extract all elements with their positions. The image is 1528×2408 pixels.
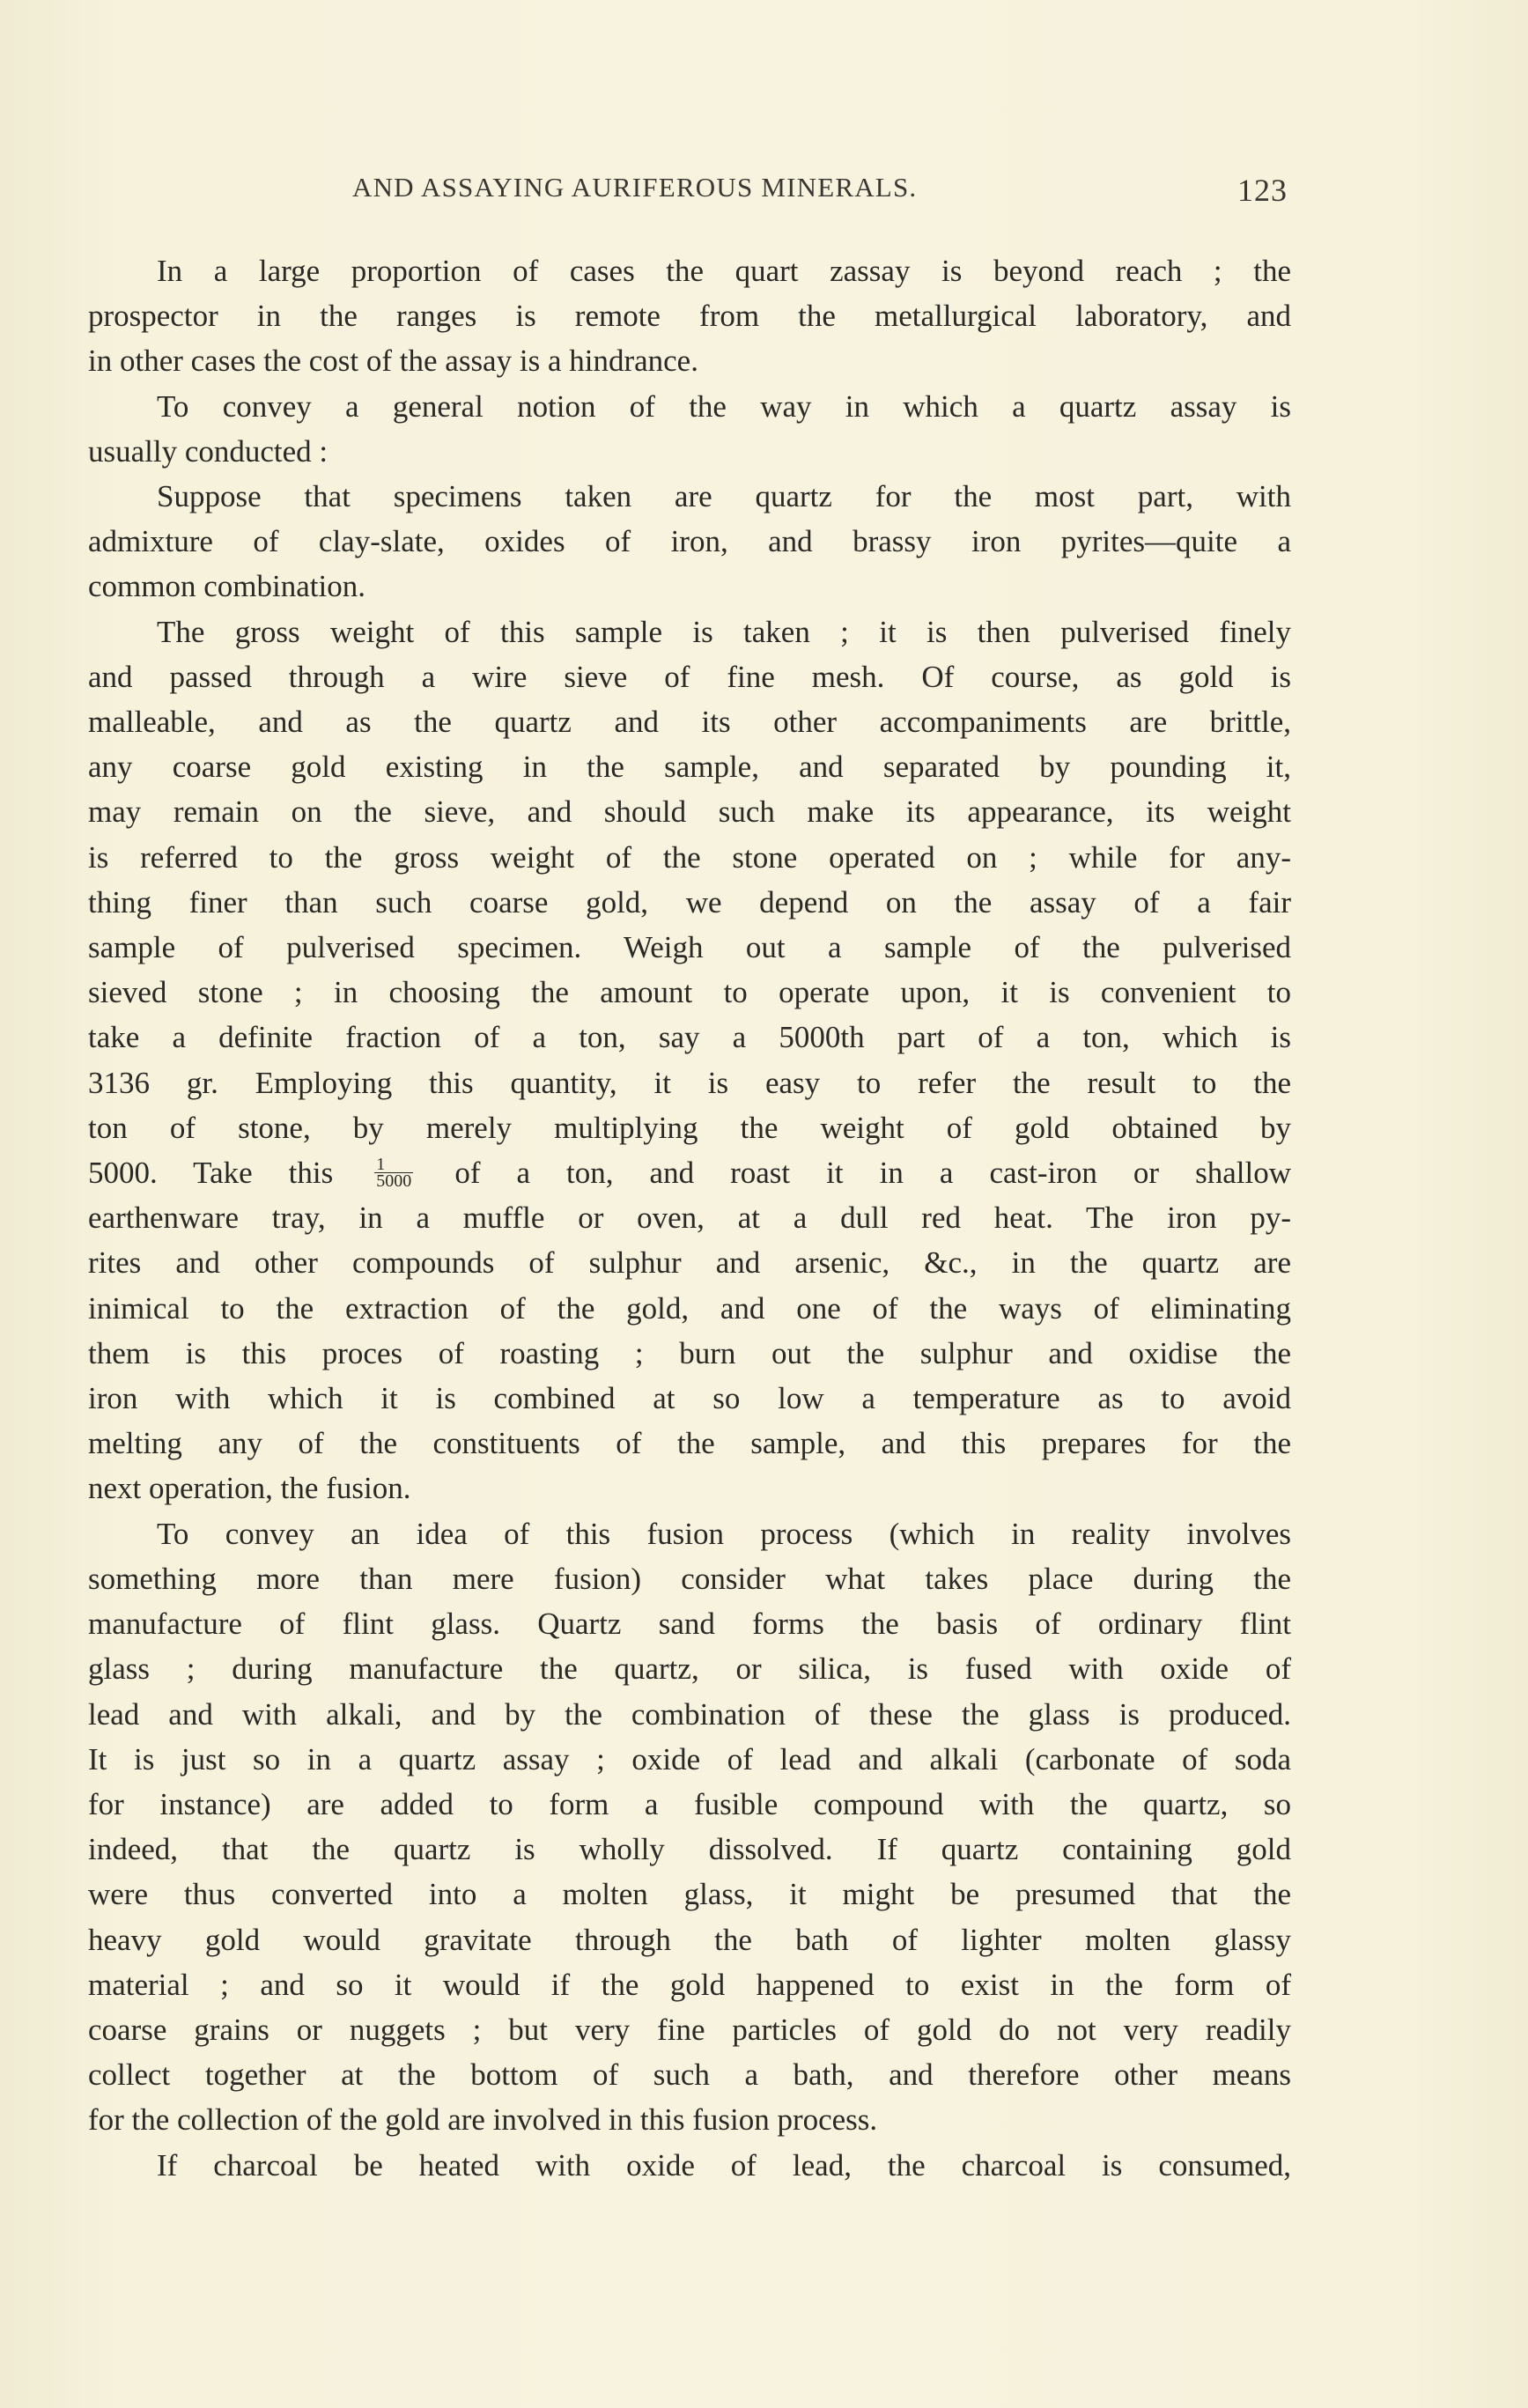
text-line: rites and other compounds of sulphur and arsenic, &c., in the quartz are	[88, 1245, 1291, 1281]
text-line: for the collection of the gold are involved in this fusion process.	[88, 2102, 878, 2138]
fraction-denominator: 5000	[376, 1171, 412, 1191]
text-line: admixture of clay-slate, oxides of iron, and brassy iron pyrites—quite a	[88, 524, 1291, 559]
running-head	[88, 172, 1291, 211]
page-number: 123	[1237, 173, 1288, 208]
paragraph-4	[88, 609, 1291, 1511]
text-line: To convey a general notion of the way in which a quartz assay is	[157, 388, 1291, 424]
text-line: manufacture of flint glass. Quartz sand forms the basis of ordinary flint	[88, 1607, 1291, 1642]
text-line: collect together at the bottom of such a bath, and therefore other means	[88, 2057, 1291, 2093]
text-line: Suppose that specimens taken are quartz for the most part, with	[157, 479, 1291, 514]
text-line: earthenware tray, in a muffle or oven, at a dull red heat. The iron py-	[88, 1200, 1291, 1236]
paragraph-1	[88, 248, 1291, 384]
text-line: The gross weight of this sample is taken ; it is then pulverised finely	[157, 614, 1291, 649]
text-line: prospector in the ranges is remote from the metallurgical laboratory, and	[88, 299, 1291, 334]
fraction-line-before: 5000. Take this	[88, 1156, 334, 1191]
paragraph-6	[88, 2143, 1291, 2188]
text-line: were thus converted into a molten glass, it might be presumed that the	[88, 1877, 1291, 1912]
text-line: If charcoal be heated with oxide of lead, the charcoal is consumed,	[157, 2147, 1291, 2183]
text-line: and passed through a wire sieve of fine mesh. Of course, as gold is	[88, 659, 1291, 694]
text-line: To convey an idea of this fusion process (which in reality involves	[157, 1516, 1291, 1551]
text-line: next operation, the fusion.	[88, 1471, 411, 1506]
text-line: malleable, and as the quartz and its other accompaniments are brittle,	[88, 705, 1291, 740]
text-line: inimical to the extraction of the gold, and one of the ways of eliminating	[88, 1290, 1291, 1326]
text-line: coarse grains or nuggets ; but very fine particles of gold do not very readily	[88, 2012, 1291, 2047]
text-line: ton of stone, by merely multiplying the weight of gold obtained by	[88, 1110, 1291, 1145]
text-line: them is this proces of roasting ; burn out the sulphur and oxidise the	[88, 1335, 1291, 1370]
paragraph-5	[88, 1511, 1291, 2143]
body-text	[88, 248, 1291, 2188]
text-line: indeed, that the quartz is wholly dissolved. If quartz containing gold	[88, 1832, 1291, 1867]
text-line: heavy gold would gravitate through the bath of lighter molten glassy	[88, 1922, 1291, 1957]
text-line: lead and with alkali, and by the combination of these the glass is produced.	[88, 1696, 1291, 1732]
fraction-line-after: of a ton, and roast it in a cast-iron or shallow	[454, 1156, 1291, 1191]
paragraph-3	[88, 474, 1291, 609]
text-line: sieved stone ; in choosing the amount to operate upon, it is convenient to	[88, 975, 1291, 1010]
text-line: iron with which it is combined at so low a temperature as to avoid	[88, 1381, 1291, 1416]
text-line: material ; and so it would if the gold happened to exist in the form of	[88, 1967, 1291, 2002]
text-line: is referred to the gross weight of the stone operated on ; while for any-	[88, 839, 1291, 875]
running-title: AND ASSAYING AURIFEROUS MINERALS.	[352, 172, 918, 203]
text-line: take a definite fraction of a ton, say a 5000th part of a ton, which is	[88, 1020, 1291, 1055]
text-line: may remain on the sieve, and should such make its appearance, its weight	[88, 794, 1291, 830]
text-line: melting any of the constituents of the sample, and this prepares for the	[88, 1426, 1291, 1461]
text-line: In a large proportion of cases the quart zassay is beyond reach ; the	[157, 254, 1291, 288]
paragraph-2	[88, 384, 1291, 474]
text-line: 3136 gr. Employing this quantity, it is easy to refer the result to the	[88, 1065, 1291, 1100]
text-line: something more than mere fusion) consider what takes place during the	[88, 1561, 1291, 1596]
text-line: It is just so in a quartz assay ; oxide of lead and alkali (carbonate of soda	[88, 1741, 1291, 1776]
text-line: for instance) are added to form a fusible compound with the quartz, so	[88, 1786, 1291, 1821]
fraction-one-five-thousandth	[374, 1156, 413, 1189]
text-line-with-fraction	[88, 1150, 1291, 1195]
text-line: glass ; during manufacture the quartz, or silica, is fused with oxide of	[88, 1651, 1291, 1687]
text-line: common combination.	[88, 569, 365, 604]
text-line: in other cases the cost of the assay is a hindrance.	[88, 343, 698, 379]
text-line: usually conducted :	[88, 433, 328, 469]
text-line: any coarse gold existing in the sample, and separated by pounding it,	[88, 750, 1291, 785]
fraction-numerator: 1	[374, 1156, 413, 1173]
text-line: sample of pulverised specimen. Weigh out a sample of the pulverised	[88, 930, 1291, 965]
text-line: thing finer than such coarse gold, we depend on the assay of a fair	[88, 884, 1291, 920]
